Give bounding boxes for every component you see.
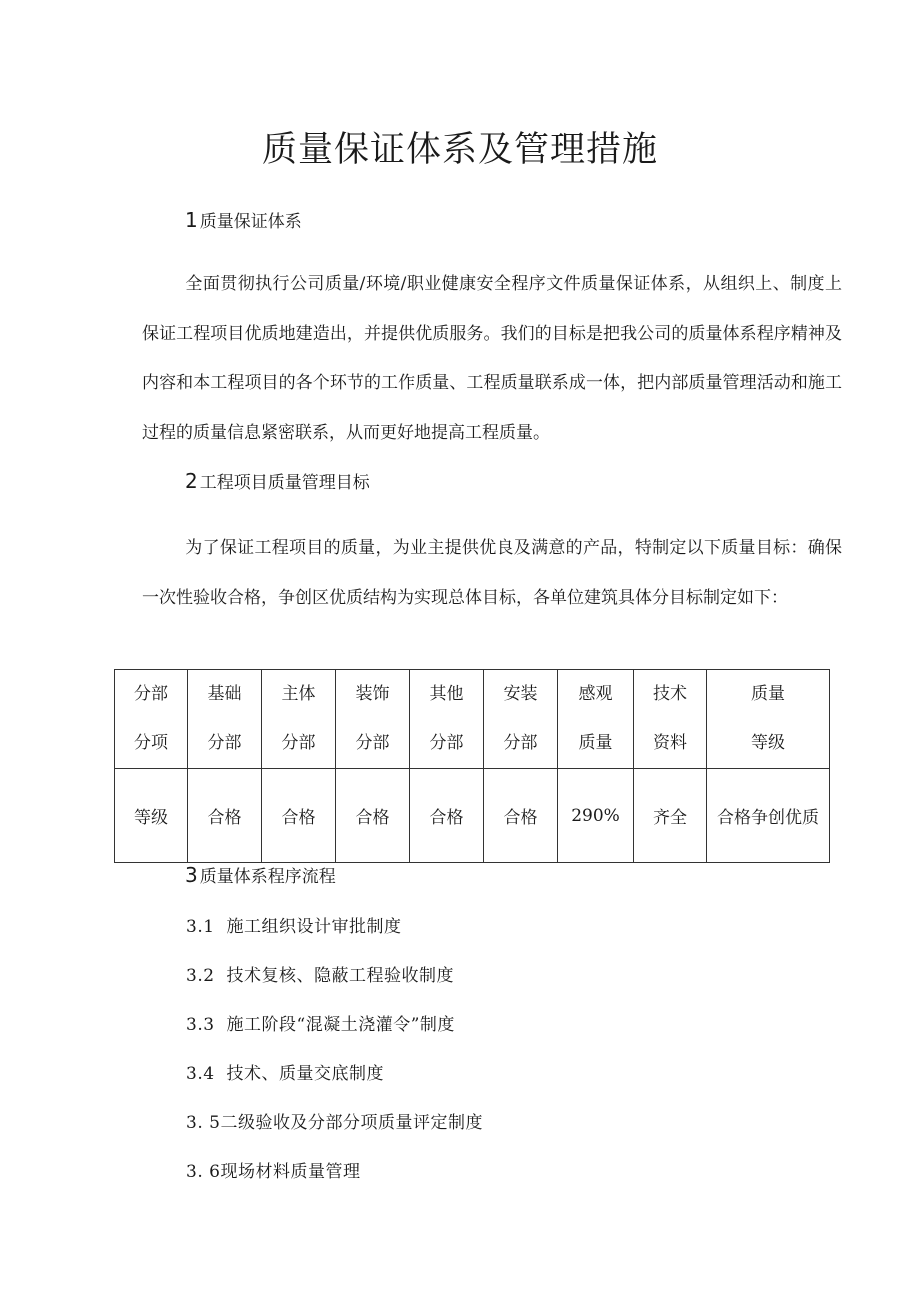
- header-line-1: 分部: [134, 684, 168, 704]
- section-2-text: 为了保证工程项目的质量，为业主提供优良及满意的产品，特制定以下质量目标：确保一次性验收合格，争创区优质结构为实现总体目标，各单位建筑具体分目标制定如下：: [142, 538, 842, 608]
- header-line-1: 主体: [281, 684, 316, 704]
- page-title: 质量保证体系及管理措施: [261, 130, 658, 170]
- table-header-cell: [410, 670, 484, 769]
- list-item-number: 3.2: [186, 966, 215, 986]
- table-cell: 齐全: [634, 769, 707, 863]
- table-header-cell: [115, 670, 188, 769]
- list-item-text: 施工组织设计审批制度: [226, 917, 402, 937]
- header-line-1: 装饰: [355, 684, 390, 704]
- list-item-number: 3.4: [186, 1064, 215, 1084]
- section-2-heading: [185, 468, 370, 493]
- table-header-cell: [262, 670, 336, 769]
- list-item-number: 3. 6: [186, 1162, 221, 1182]
- table-cell: 合格争创优质: [707, 769, 830, 863]
- header-line-2: 分部: [281, 733, 316, 753]
- header-line-1: 感观: [578, 684, 613, 704]
- quality-target-table: [114, 669, 830, 863]
- section-3-number: 3: [185, 863, 198, 887]
- table-cell: 合格: [262, 769, 336, 863]
- header-line-1: 质量: [751, 684, 785, 704]
- header-line-2: 等级: [751, 733, 785, 753]
- section-1-number: 1: [185, 208, 198, 232]
- table-cell: 合格: [410, 769, 484, 863]
- table-header-cell: [484, 670, 558, 769]
- section-2-number: 2: [185, 469, 198, 493]
- table-cell: 290%: [558, 769, 634, 863]
- header-line-1: 基础: [207, 684, 242, 704]
- section-1-paragraph: [142, 260, 842, 458]
- section-1-title: 质量保证体系: [199, 212, 302, 232]
- section-1-heading: [185, 207, 302, 232]
- list-item: [186, 912, 402, 937]
- list-item-text: 技术复核、隐蔽工程验收制度: [226, 966, 455, 986]
- section-3-heading: [185, 862, 336, 887]
- table-header-cell: [558, 670, 634, 769]
- table-cell: 等级: [115, 769, 188, 863]
- table-header-cell: [188, 670, 262, 769]
- header-line-2: 分部: [429, 733, 464, 753]
- list-item-number: 3.1: [186, 917, 215, 937]
- header-line-1: 技术: [653, 684, 687, 704]
- header-line-2: 资料: [653, 733, 687, 753]
- header-line-2: 分项: [134, 733, 168, 753]
- section-1-text: 全面贯彻执行公司质量/环境/职业健康安全程序文件质量保证体系，从组织上、制度上保证工程项目优质地建造出，并提供优质服务。我们的目标是把我公司的质量体系程序精神及内容和本工程项目的各个环节的工作质量、工程质量联系成一体，把内部质量管理活动和施工过程的质量信息紧密联系，从而更好地提高工程质量。: [142, 274, 842, 443]
- list-item-text: 施工阶段“混凝土浇灌令”制度: [226, 1015, 455, 1035]
- header-line-1: 其他: [429, 684, 464, 704]
- list-item: [186, 1157, 360, 1182]
- table-cell: 合格: [484, 769, 558, 863]
- list-item: [186, 1108, 483, 1133]
- table-header-cell: [634, 670, 707, 769]
- list-item: [186, 961, 454, 986]
- header-line-1: 安装: [503, 684, 538, 704]
- section-2-title: 工程项目质量管理目标: [199, 473, 370, 493]
- table-data-row: [115, 769, 830, 863]
- list-item-number: 3. 5: [186, 1113, 221, 1133]
- header-line-2: 分部: [207, 733, 242, 753]
- section-3-title: 质量体系程序流程: [199, 867, 336, 887]
- header-line-2: 分部: [355, 733, 390, 753]
- list-item: [186, 1010, 455, 1035]
- list-item-text: 二级验收及分部分项质量评定制度: [220, 1113, 483, 1133]
- list-item-number: 3.3: [186, 1015, 215, 1035]
- table-header-row: [115, 670, 830, 769]
- table-cell: 合格: [336, 769, 410, 863]
- list-item-text: 现场材料质量管理: [220, 1162, 361, 1182]
- header-line-2: 分部: [503, 733, 538, 753]
- header-line-2: 质量: [578, 733, 613, 753]
- table-header-cell: [707, 670, 830, 769]
- section-2-paragraph: [142, 524, 842, 623]
- table-cell: 合格: [188, 769, 262, 863]
- list-item: [186, 1059, 384, 1084]
- table-header-cell: [336, 670, 410, 769]
- list-item-text: 技术、质量交底制度: [226, 1064, 385, 1084]
